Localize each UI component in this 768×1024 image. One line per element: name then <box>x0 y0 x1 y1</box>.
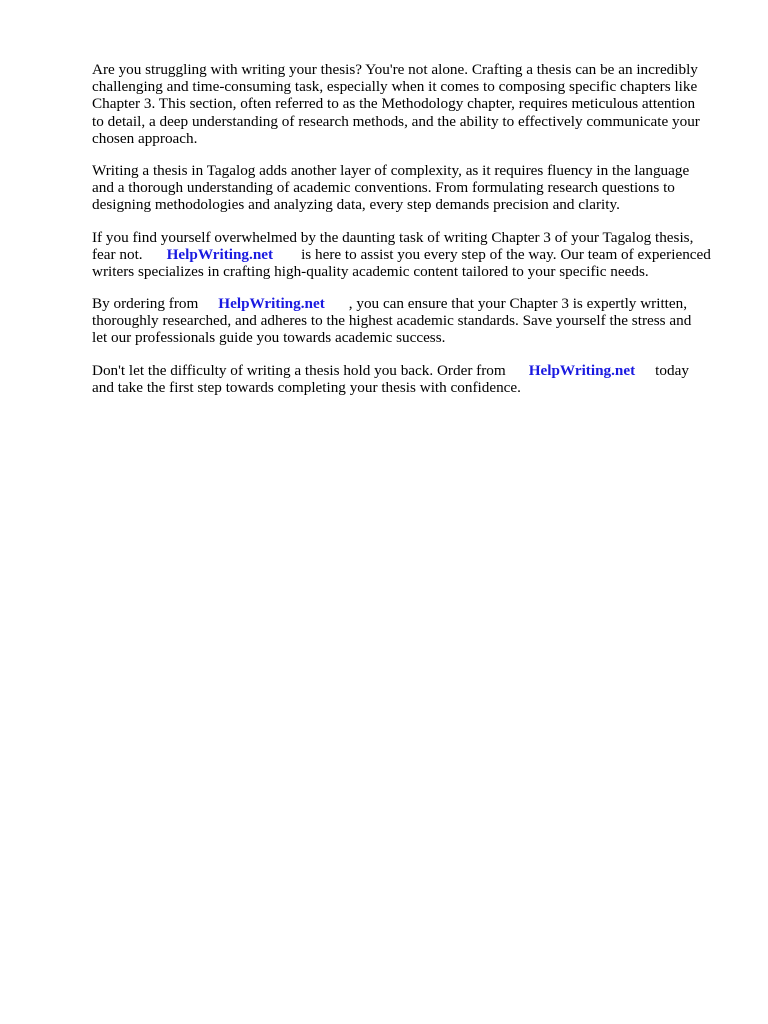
helpwriting-link[interactable]: HelpWriting.net <box>528 361 636 379</box>
paragraph-ordering <box>92 295 732 347</box>
text-line <box>92 362 732 379</box>
text-line: thoroughly researched, and adheres to the highest academic standards. Save yourself the stress and <box>92 312 692 330</box>
text-line: let our professionals guide you towards academic success. <box>92 329 446 347</box>
text-line: If you find yourself overwhelmed by the daunting task of writing Chapter 3 of your Tagalog thesis, <box>92 228 694 246</box>
text-line: and take the first step towards completing your thesis with confidence. <box>92 378 521 396</box>
paragraph-closing <box>92 362 732 396</box>
text-segment: Don't let the difficulty of writing a thesis hold you back. Order from <box>92 361 506 379</box>
text-line: chosen approach. <box>92 129 198 147</box>
text-segment: , you can ensure that your Chapter 3 is expertly written, <box>348 295 688 313</box>
paragraph-overwhelmed <box>92 229 732 281</box>
text-line: and a thorough understanding of academic conventions. From formulating research questions to <box>92 179 675 197</box>
text-line: Chapter 3. This section, often referred to as the Methodology chapter, requires meticulous attention <box>92 95 696 113</box>
text-segment: fear not. <box>92 245 143 263</box>
helpwriting-link[interactable]: HelpWriting.net <box>218 295 325 313</box>
text-line: writers specializes in crafting high-quality academic content tailored to your specific needs. <box>92 262 649 280</box>
paragraph-intro <box>92 61 732 147</box>
text-line <box>92 246 732 263</box>
text-line <box>92 295 732 312</box>
text-segment: By ordering from <box>92 295 199 313</box>
document-body <box>92 61 732 411</box>
text-line: Are you struggling with writing your thesis? You're not alone. Crafting a thesis can be an incredibly <box>92 61 698 78</box>
paragraph-tagalog <box>92 162 732 214</box>
text-line: Writing a thesis in Tagalog adds another layer of complexity, as it requires fluency in the language <box>92 161 690 179</box>
helpwriting-link[interactable]: HelpWriting.net <box>166 245 274 263</box>
text-line: designing methodologies and analyzing data, every step demands precision and clarity. <box>92 196 620 214</box>
text-line: challenging and time-consuming task, especially when it comes to composing specific chapters like <box>92 78 698 96</box>
text-segment: is here to assist you every step of the way. Our team of experienced <box>301 245 711 263</box>
text-segment: today <box>655 361 689 379</box>
text-line: to detail, a deep understanding of research methods, and the ability to effectively communicate your <box>92 112 700 130</box>
